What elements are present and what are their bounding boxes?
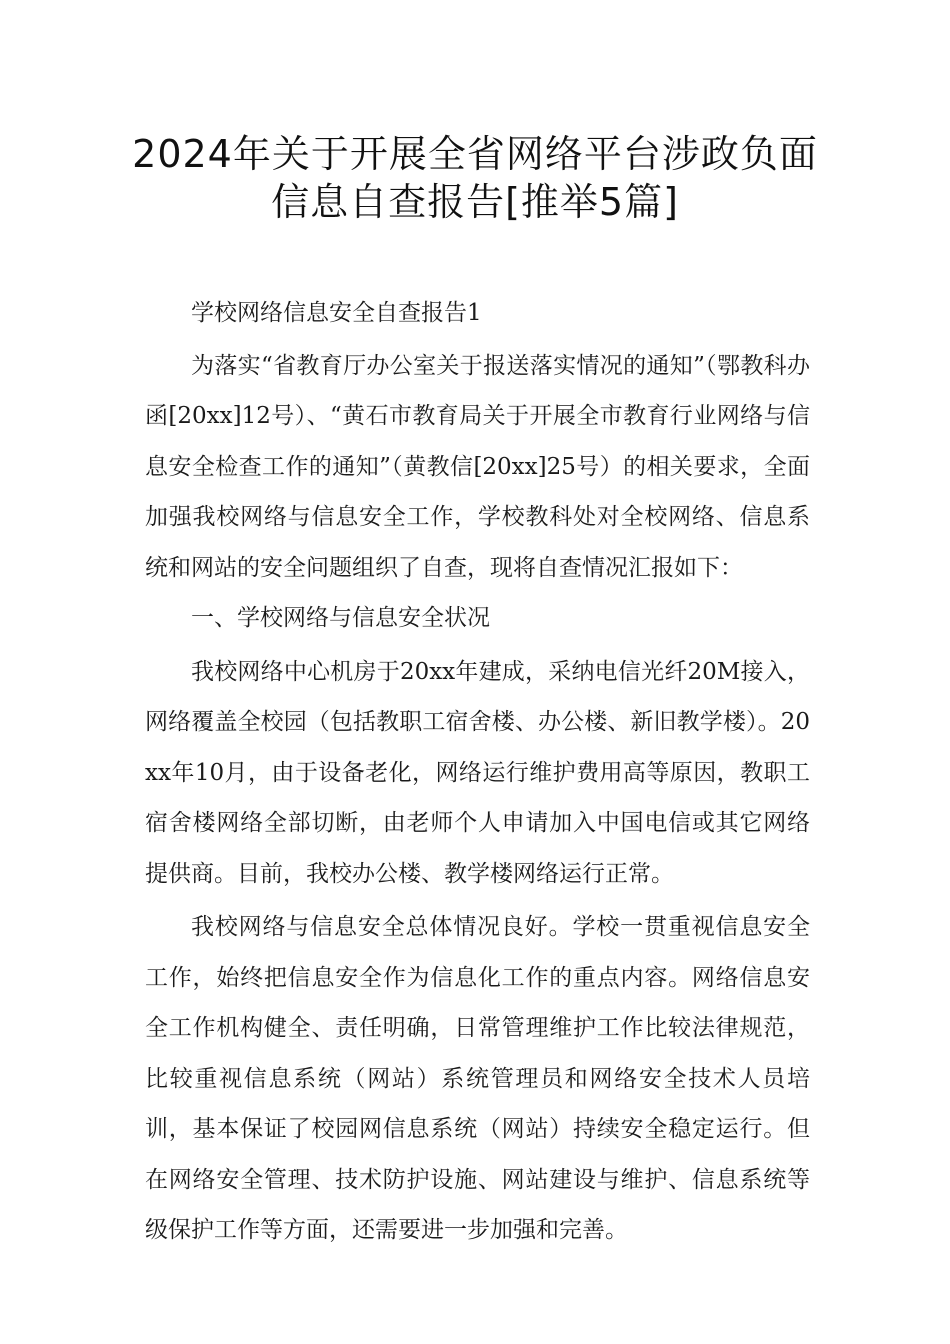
document-title-line-2: 信息自查报告[推举5篇] — [271, 180, 679, 224]
document-title-line-1: 2024年关于开展全省网络平台涉政负面 — [132, 132, 818, 176]
subheading-network-status: 一、学校网络与信息安全状况 — [191, 605, 490, 631]
document-body — [145, 288, 810, 1256]
paragraph-security-overview: 我校网络与信息安全总体情况良好。学校一贯重视信息安全工作，始终把信息安全作为信息化工作的重点内容。网络信息安全工作机构健全、责任明确，日常管理维护工作比较法律规范，比较重视信息系统（网站）系统管理员和网络安全技术人员培训，基本保证了校园网信息系统（网站）持续安全稳定运行。但在网络安全管理、技术防护设施、网站建设与维护、信息系统等级保护工作等方面，还需要进一步加强和完善。 — [145, 914, 810, 1243]
paragraph-network-center: 我校网络中心机房于20xx年建成，采纳电信光纤20M接入，网络覆盖全校园（包括教职工宿舍楼、办公楼、新旧教学楼）。20xx年10月，由于设备老化，网络运行维护费用高等原因，教职工宿舍楼网络全部切断，由老师个人申请加入中国电信或其它网络提供商。目前，我校办公楼、教学楼网络运行正常。 — [145, 658, 810, 887]
section-title: 学校网络信息安全自查报告1 — [191, 300, 482, 326]
paragraph-intro: 为落实“省教育厅办公室关于报送落实情况的通知”（鄂教科办函[20xx]12号）、“黄石市教育局关于开展全市教育行业网络与信息安全检查工作的通知”（黄教信[20xx]25号）的相关要求，全面加强我校网络与信息安全工作，学校教科处对全校网络、信息系统和网站的安全问题组织了自查，现将自查情况汇报如下： — [145, 352, 810, 581]
